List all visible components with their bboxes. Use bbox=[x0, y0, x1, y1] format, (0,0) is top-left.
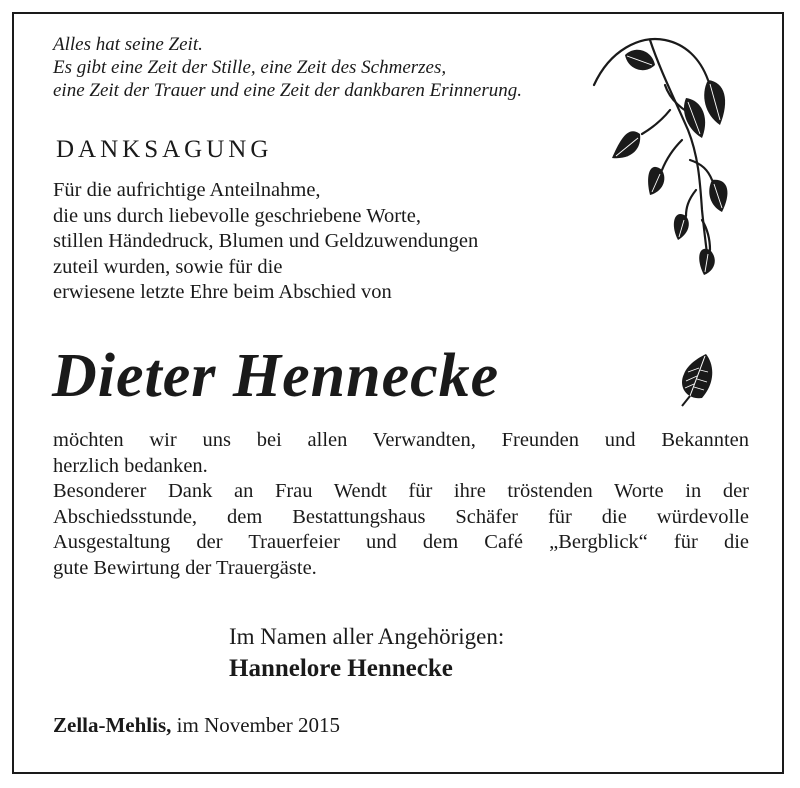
closing-line: möchten wir uns bei allen Verwandten, Freunden und Bekannten bbox=[53, 429, 749, 451]
closing-line: Besonderer Dank an Frau Wendt für ihre tröstenden Worte in der bbox=[53, 480, 749, 502]
place-date bbox=[53, 713, 340, 738]
motto-line: Es gibt eine Zeit der Stille, eine Zeit des Schmerzes, bbox=[53, 57, 447, 78]
thanks-line: Für die aufrichtige Anteilnahme, bbox=[53, 179, 321, 201]
thanks-line: die uns durch liebevolle geschriebene Worte, bbox=[53, 204, 421, 227]
falling-leaf-icon bbox=[672, 350, 722, 410]
signature-intro: Im Namen aller Angehörigen: bbox=[229, 624, 505, 649]
closing-line: Ausgestaltung der Trauerfeier und dem Café „Bergblick“ für die bbox=[53, 531, 749, 553]
closing-line: Abschiedsstunde, dem Bestattungshaus Schäfer für die würdevolle bbox=[53, 505, 749, 528]
signature-name: Hannelore Hennecke bbox=[229, 655, 453, 682]
closing-paragraph bbox=[53, 428, 749, 581]
thanks-line: erwiesene letzte Ehre beim Abschied von bbox=[53, 281, 392, 303]
notice-date: im November 2015 bbox=[171, 713, 340, 737]
notice-heading: DANKSAGUNG bbox=[56, 136, 273, 163]
closing-line: gute Bewirtung der Trauergäste. bbox=[53, 556, 317, 579]
motto-line: Alles hat seine Zeit. bbox=[53, 34, 203, 55]
thanks-paragraph bbox=[53, 178, 478, 306]
closing-line: herzlich bedanken. bbox=[53, 454, 208, 477]
thanks-line: stillen Händedruck, Blumen und Geldzuwendungen bbox=[53, 230, 479, 252]
thanks-line: zuteil wurden, sowie für die bbox=[53, 255, 283, 278]
motto-verse bbox=[53, 33, 522, 102]
motto-line: eine Zeit der Trauer und eine Zeit der dankbaren Erinnerung. bbox=[53, 80, 522, 101]
birch-branch-icon bbox=[590, 30, 740, 280]
deceased-name: Dieter Hennecke bbox=[52, 342, 500, 410]
place-name: Zella-Mehlis, bbox=[53, 713, 172, 737]
